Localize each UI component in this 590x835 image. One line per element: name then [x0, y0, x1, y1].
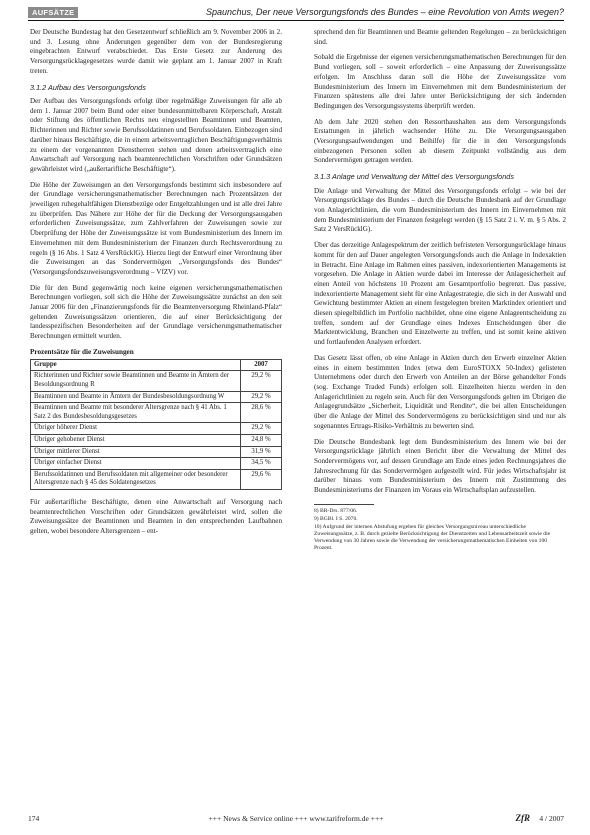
table-cell: 29,2 % — [241, 423, 282, 435]
table-cell: 31,9 % — [241, 446, 282, 458]
footer-url-line: +++ News & Service online +++ www.tarifreform.de +++ — [208, 814, 384, 823]
table-header-cell: Gruppe — [31, 359, 241, 371]
page-header — [28, 6, 564, 21]
section-heading: 3.1.2 Aufbau des Versorgungsfonds — [30, 82, 146, 92]
issue-number: 4 / 2007 — [539, 814, 564, 823]
table-cell: 34,5 % — [241, 458, 282, 470]
table-cell: 24,8 % — [241, 435, 282, 447]
paragraph: Ab dem Jahr 2020 stehen den Ressorthaushalten aus dem Versorgungsfonds Erstattungen in jährlich wachsender Höhe zu. Die Versorgungsausgaben (Versorgungsaufwendungen und Beihilfe) für die in den Versorgungsfonds einbezogenen Personen sollen ab diesem Zeitpunkt vollständig aus dem Sondervermögen getragen werden. — [314, 117, 566, 165]
left-column — [30, 28, 282, 543]
footnote: 10) Aufgrund der internen Abstufung ergeben für gleiches Versorgungsniveau unterschiedliche Zuweisungssätze, z. B. durch gezielte Berücksichtigung der Dienstzeiten und Lebensarbeitszeit sowie die Verwendung von 30 Jahren sowie die Verwendung der versicherungsmathematischen Einheiten von 100 Prozent. — [314, 523, 551, 551]
paragraph: Der Aufbau des Versorgungsfonds erfolgt über regelmäßige Zuweisungen für alle ab dem 1. Januar 2007 beim Bund oder einer bundesunmittelbaren Körperschaft, Anstalt oder Stiftung des öffentlichen Rechts neu eingestellten Beamtinnen und Beamten, Richterinnen und Richter sowie Berufssoldatinnen und Berufssoldaten. Einbezogen sind darüber hinaus Beschäftigte, die in einem arbeitsvertraglichen Beschäftigungsverhältnis zu einem der vorgenannten Dienstherren stehen und denen arbeitsvertraglich eine Anwartschaft auf Versorgung nach beamtenrechtlichen Vorschriften oder Grundsätzen gewährleistet wird („außertarifliche Beschäftigte“). — [30, 97, 282, 173]
table-cell: 29,2 % — [241, 371, 282, 391]
section-heading: 3.1.3 Anlage und Verwaltung der Mittel des Versorgungsfonds — [314, 172, 514, 182]
table-row — [31, 458, 282, 470]
table-row — [31, 423, 282, 435]
table-cell: Beamtinnen und Beamte in Ämtern der Bundesbesoldungsordnung W — [31, 391, 241, 403]
paragraph: sprechend den für Beamtinnen und Beamte geltenden Regelungen – zu berücksichtigen sind. — [314, 28, 566, 46]
footnote: 9) BGBl. I S. 2070. — [314, 515, 358, 522]
right-column — [314, 28, 566, 553]
footnote-divider — [314, 504, 374, 505]
paragraph: Die Anlage und Verwaltung der Mittel des Versorgungsfonds erfolgt – wie bei der Versorgungsrücklage des Bundes – durch die Deutsche Bundesbank auf der Grundlage von Anlagerichtlinien, die vom Bundesministerium des Innern im Einvernehmen mit dem Bundesministerium der Finanzen festgelegt werden (§ 15 Satz 2 i. V. m. § 5 Abs. 2 Satz 2 VersRücklG). — [314, 186, 566, 234]
footnote: 8) BR-Drs. 877/06. — [314, 507, 358, 514]
paragraph: Sobald die Ergebnisse der eigenen versicherungsmathematischen Berechnungen für den Bund vorliegen, soll – soweit erforderlich – eine Anpassung der Zuweisungssätze erfolgen. Im Anschluss daran soll die Höhe der Zuweisungssätze vom Bundesministerium des Innern im Einvernehmen mit dem Bundesministerium der Finanzen spätestens alle drei Jahre unter Berücksichtigung der sich ändernden Bedingungen des Versorgungssystems überprüft werden. — [314, 53, 566, 110]
paragraph: Die Deutsche Bundesbank legt dem Bundesministerium des Innern wie bei der Versorgungsrücklage jährlich einen Bericht über die Verwaltung der Mittel des Sondervermögens vor, auf dessen Grundlage am Ende eines jeden Rechnungsjahres die Jahresrechnung für das Sondervermögen aufgestellt wird. Für jedes Wirtschaftsjahr ist darüber hinaus vom Bundesministerium des Innern mit Zustimmung des Bundesministeriums der Finanzen im Voraus ein Wirtschaftsplan aufzustellen. — [314, 437, 566, 495]
table-header-cell: 2007 — [241, 359, 282, 371]
table-cell: Übriger gehobener Dienst — [31, 435, 241, 447]
paragraph: Über das derzeitige Anlagespektrum der zeitlich befristeten Versorgungsrücklage hinaus kommt für den auf Dauer angelegten Versorgungsfonds auch die Anlage in Indexaktien in Betracht. Eine Anlage im Rahmen eines passiven, indexorientierten Managements ist vorgesehen. Die Anlage in Aktien wurde dabei im Interesse der Anlagesicherheit auf einen Anteil von höchstens 10 Prozent am Gesamtportfolio begrenzt. Das passive, indexorientierte Management sieht für eine Anlagestrategie, die sich in der Auswahl und Gewichtung bestimmter Aktien an einem festgelegten breiten Marktindex orientiert und diesen spiegelbildlich im Portfolio nachbildet, ohne eine eigene Anlageentscheidung zu treffen, sondern auf der Grundlage eines Indexes Entscheidungen über die Marktentwicklung, Branchen und Einzelwerte zu treffen, und ist somit keine aktiven und fortlaufenden Analysen erfordert. — [314, 241, 566, 347]
table-row — [31, 391, 282, 403]
table-row — [31, 403, 282, 423]
paragraph: Das Gesetz lässt offen, ob eine Anlage in Aktien durch den Erwerb einzelner Aktien eines in einem bestimmten Index (etwa dem EuroSTOXX 50-Index) gelisteten Unternehmens oder durch den Erwerb von Anteilen an der Börse gehandelter Fonds (sog. Exchange Traded Funds) erfolgen soll. Einzelheiten hierzu werden in den Anlagerichtlinien zu regeln sein. Auch für den Versorgungsfonds gelten im Übrigen die Anlagegrundsätze „Sicherheit, Liquidität und Rendite“, die bei allen Entscheidungen über die Anlage der Mittel des Sondervermögens zu berücksichtigen sind und nur als sogenanntes Ertrags-Risiko-Verhältnis zu bewerten sind. — [314, 353, 566, 430]
table-cell: Beamtinnen und Beamte mit besonderer Altersgrenze nach § 41 Abs. 1 Satz 2 des Bundesbesoldungsgesetzes — [31, 403, 241, 423]
table-row — [31, 469, 282, 489]
paragraph: Die für den Bund gegenwärtig noch keine eigenen versicherungsmathematischen Berechnungen vorliegen, soll sich die Höhe der Zuweisungssätze zunächst an den seit Januar 2006 für den „Finanzierungsfonds für die Beamtenversorgung Rheinland-Pfalz“ geltenden Zuweisungssätzen orientieren, die auf einer Berücksichtigung der landesspezifischen Besonderheiten auf der Grundlage versicherungsmathematischer Berechnungen ermittelt wurden. — [30, 283, 282, 341]
table-cell: 28,6 % — [241, 403, 282, 423]
table-row — [31, 446, 282, 458]
table-cell: Berufssoldatinnen und Berufssoldaten mit allgemeiner oder besonderer Altersgrenze nach § 45 des Soldatengesetzes — [31, 469, 241, 489]
table-row — [31, 435, 282, 447]
table-cell: Übriger einfacher Dienst — [31, 458, 241, 470]
allocation-table — [30, 359, 282, 490]
table-cell: Übriger höherer Dienst — [31, 423, 241, 435]
table-cell: 29,6 % — [241, 469, 282, 489]
paragraph: Die Höhe der Zuweisungen an den Versorgungsfonds bestimmt sich insbesondere auf der Grundlage versicherungsmathematischer Berechnungen nach Prozentsätzen der jeweiligen ruhegehaltfähigen Dienstbezüge oder Entgeltzahlungen und ist alle drei Jahre zu überprüfen. Das Nähere zur Höhe der für die Deckung der Versorgungsausgaben erforderlichen Zuweisungssätze, zum Zahlverfahren der Zuweisungen sowie zur Überprüfung der Höhe der Zuweisungssätze ist vom Bundesministerium des Innern im Einvernehmen mit dem Bundesministerium der Finanzen durch Rechtsverordnung zu regeln (§ 16 Abs. 1 Satz 4 VersRücklG). Hierzu liegt der Entwurf einer Verordnung über die Zuweisungen an das Sondervermögen „Versorgungsfonds des Bundes“ (Versorgungsfondszuweisungsverordnung – VfZV) vor. — [30, 180, 282, 276]
table-cell: 29,2 % — [241, 391, 282, 403]
page-footer — [28, 814, 564, 826]
table-cell: Richterinnen und Richter sowie Beamtinnen und Beamte in Ämtern der Besoldungsordnung R — [31, 371, 241, 391]
paragraph: Der Deutsche Bundestag hat den Gesetzentwurf schließlich am 9. November 2006 in 2. und 3. Lesung ohne Änderungen gegenüber dem von der Bundesregierung eingebrachten Entwurf verabschiedet. Das Erste Gesetz zur Änderung des Versorgungsrücklagegesetzes wurde damit wie geplant am 1. Januar 2007 in Kraft treten. — [30, 28, 282, 75]
running-title: Spaunchus, Der neue Versorgungsfonds des Bundes – eine Revolution von Amts wegen? — [205, 7, 564, 17]
paragraph: Für außertarifliche Beschäftigte, denen eine Anwartschaft auf Versorgung nach beamtenrechtlichen Vorschriften oder Grundsätzen gewährleistet wird, sollen die Zuweisungssätze der Beamtinnen und Beamten in den entsprechenden Laufbahnen gelten, wobei besondere Altersgrenzen – ent- — [30, 498, 282, 536]
table-row — [31, 371, 282, 391]
journal-logo: ZfR — [515, 813, 530, 823]
table-header-row — [31, 359, 282, 371]
table-title: Prozentsätze für die Zuweisungen — [30, 347, 134, 356]
table-cell: Übriger mittlerer Dienst — [31, 446, 241, 458]
section-tag: AUFSÄTZE — [28, 7, 78, 18]
page-number: 174 — [28, 814, 40, 823]
